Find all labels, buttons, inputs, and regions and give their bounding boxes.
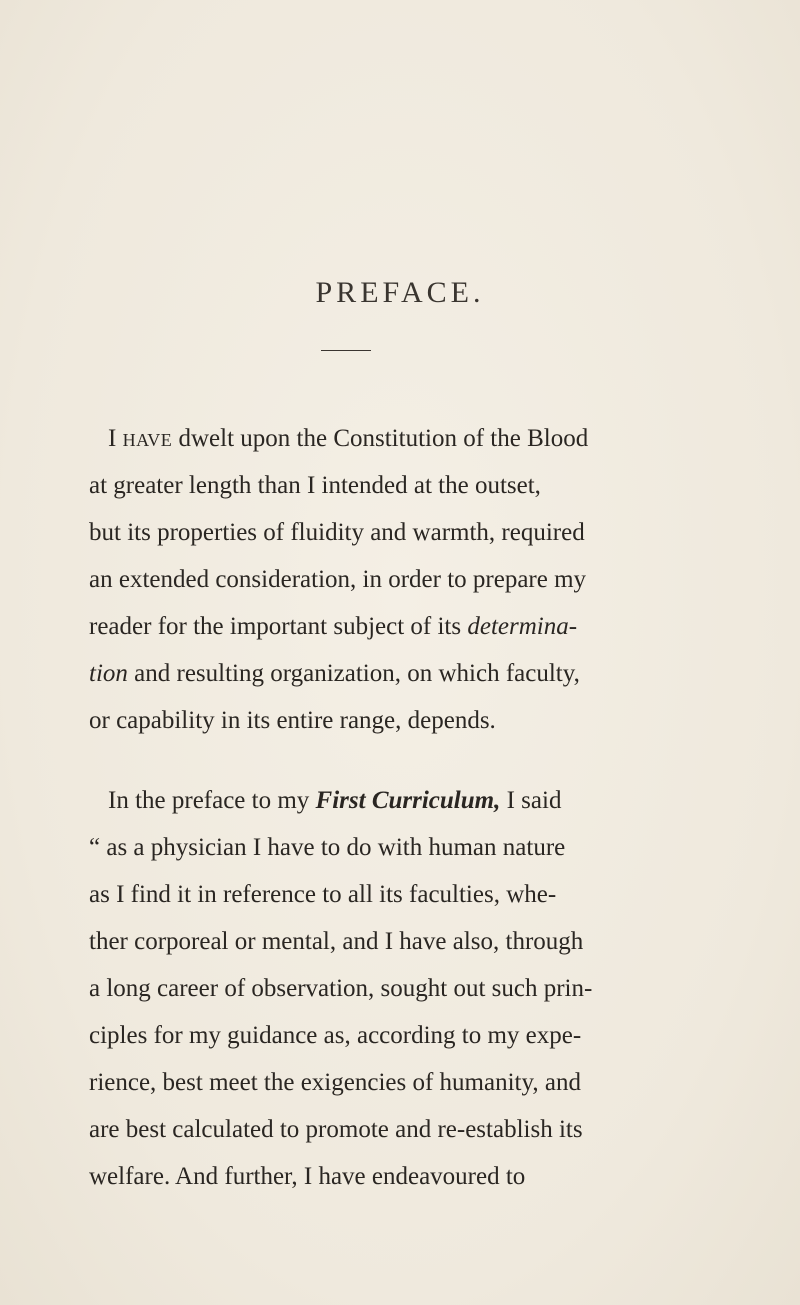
text-line: an extended consideration, in order to prepare my <box>89 566 587 593</box>
text-line: rience, best meet the exigencies of humanity, and <box>89 1069 581 1096</box>
text-line: are best calculated to promote and re-establish its <box>89 1116 583 1143</box>
text-segment: reader for the important subject of its <box>89 613 462 640</box>
text-line <box>89 612 577 642</box>
text-line: at greater length than I intended at the outset, <box>89 472 541 499</box>
italic-text: First Curriculum, <box>315 787 501 814</box>
text-line: a long career of observation, sought out such prin- <box>89 975 593 1002</box>
text-line <box>108 424 588 454</box>
italic-text: tion <box>89 660 128 687</box>
text-line: ciples for my guidance as, according to my expe- <box>89 1022 582 1049</box>
text-line: but its properties of fluidity and warmth, required <box>89 519 585 546</box>
text-segment: dwelt upon the Constitution of the Blood <box>178 425 589 452</box>
small-caps-text: have <box>122 425 173 452</box>
text-line <box>89 659 580 689</box>
page-title: PREFACE. <box>315 276 485 309</box>
text-line <box>108 786 561 816</box>
text-line: or capability in its entire range, depends. <box>89 707 496 734</box>
text-line: ther corporeal or mental, and I have also, through <box>89 928 584 955</box>
text-line: welfare. And further, I have endeavoured to <box>89 1163 526 1190</box>
text-segment: In the preface to my <box>108 787 310 814</box>
italic-text: determina- <box>467 613 578 640</box>
title-divider <box>321 350 371 351</box>
text-line: as I find it in reference to all its faculties, whe- <box>89 881 557 908</box>
text-segment: and resulting organization, on which faculty, <box>134 660 580 687</box>
text-segment: I <box>108 425 117 452</box>
text-line: “ as a physician I have to do with human nature <box>89 834 566 861</box>
text-segment: I said <box>506 787 562 814</box>
